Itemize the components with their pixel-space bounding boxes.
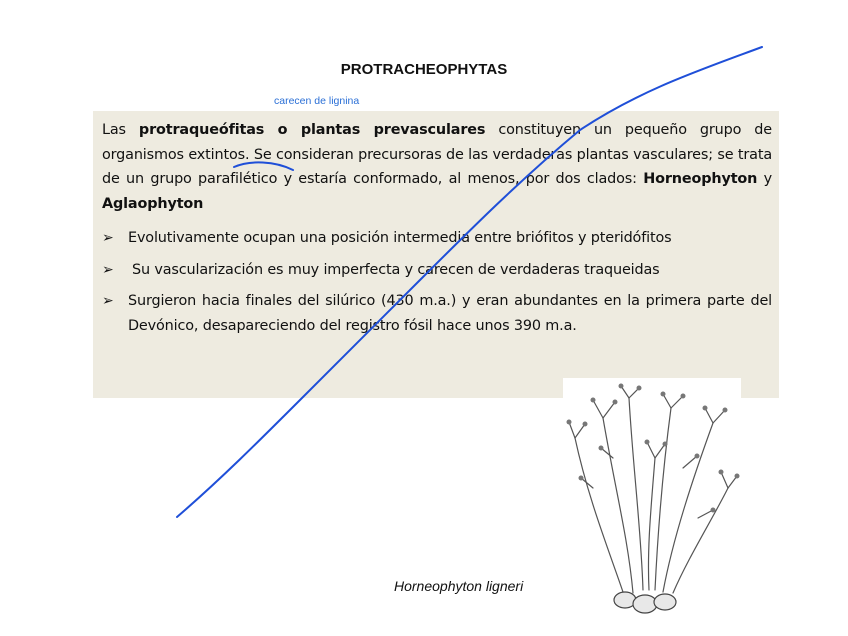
bullet-item bbox=[102, 289, 772, 338]
intro-text-3: y bbox=[757, 171, 772, 187]
intro-bold-horneophyton: Horneophyton bbox=[643, 171, 758, 187]
bullet-text: Evolutivamente ocupan una posición intermedia entre briófitos y pteridófitos bbox=[128, 230, 672, 246]
intro-text-1: Las bbox=[102, 122, 139, 138]
figure-caption: Horneophyton ligneri bbox=[394, 578, 524, 594]
slide-title: PROTRACHEOPHYTAS bbox=[340, 61, 508, 78]
intro-bold-protraqueofitas: protraqueófitas o plantas prevasculares bbox=[138, 122, 486, 138]
arrow-bullet-icon: ➢ bbox=[102, 230, 114, 246]
bullet-text: Surgieron hacia finales del silúrico (430 m.a.) y eran abundantes en la primera parte del Devónico, desapareciendo del registro fósil hace unos 390 m.a. bbox=[128, 293, 772, 334]
arrow-bullet-icon: ➢ bbox=[102, 261, 114, 278]
bullet-item bbox=[102, 258, 772, 283]
intro-text-2: constituyen un pequeño grupo de organismos extintos. Se consideran precursoras de las verdaderas plantas vasculares; se trata de un grupo parafilético y estaría conformado, al menos, por dos clados: bbox=[102, 122, 772, 187]
horneophyton-illustration bbox=[563, 378, 741, 618]
intro-bold-aglaophyton: Aglaophyton bbox=[102, 195, 204, 212]
handwritten-note: carecen de lignina bbox=[274, 95, 360, 107]
bullet-text: Su vascularización es muy imperfecta y carecen de verdaderas traqueidas bbox=[132, 261, 660, 278]
plant-drawing-icon bbox=[563, 378, 741, 618]
intro-paragraph bbox=[102, 118, 772, 216]
arrow-bullet-icon: ➢ bbox=[102, 293, 114, 309]
bullet-list bbox=[102, 226, 772, 345]
bullet-item bbox=[102, 226, 772, 251]
